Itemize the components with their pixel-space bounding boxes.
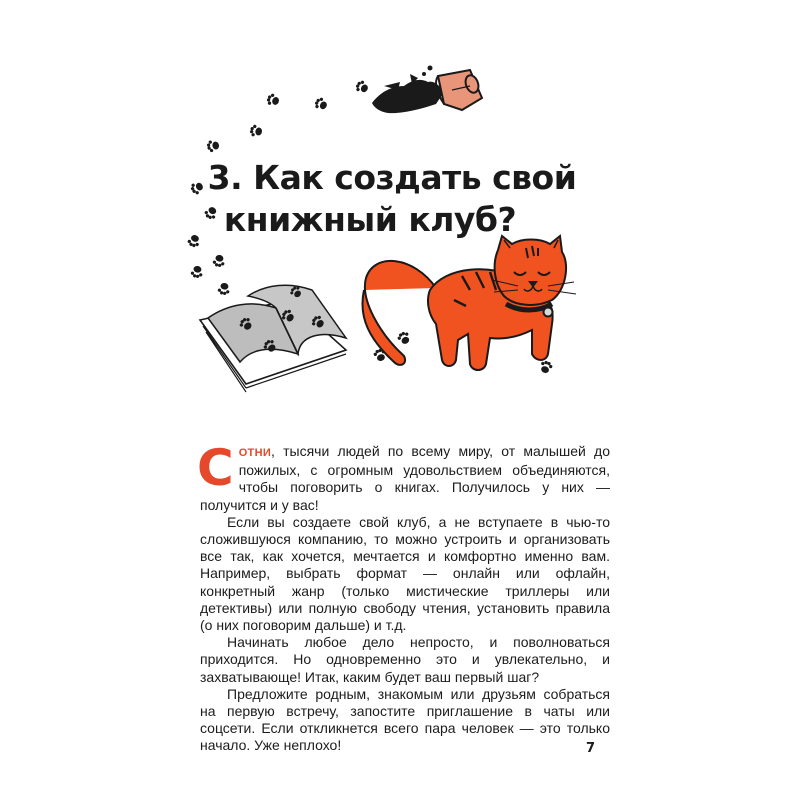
ink-pot-icon	[372, 66, 482, 114]
paragraph-4: Предложите родным, знакомым или друзьям собраться на первую встречу, запостите приглашение в чаты или соцсети. Если откликнется всего пара человек — это только начало. Уже неплохо!	[200, 685, 610, 754]
page-number: 7	[586, 741, 596, 756]
paragraph-3: Начинать любое дело непросто, и поволноваться приходится. Но одновременно это и увлекательно, и захватывающе! Итак, каким будет ваш первый шаг?	[200, 634, 610, 685]
lead-in: ОТНИ	[238, 447, 272, 459]
chapter-body	[197, 439, 610, 755]
paragraph-2: Если вы создаете свой клуб, а не вступаете в чью-то сложившуюся компанию, то можно устроить и организовать все так, как хочется, мечтается и комфортно именно вам. Например, выбрать формат — онлайн или офлайн, конкретный жанр (только мистические триллеры или детективы) или полную свободу чтения, установить правила (о них поговорим дальше) и т.д.	[200, 513, 610, 634]
paragraph-1	[197, 439, 610, 514]
open-book-icon	[200, 284, 346, 392]
chapter-title-line-2: книжный клуб?	[223, 200, 517, 239]
drop-cap: С	[197, 439, 234, 497]
paragraph-1-text: , тысячи людей по всему миру, от малышей до пожилых, с огромным удовольствием объединяются, чтобы поговорить о книгах. Получилось у них — получится и у вас!	[200, 443, 610, 513]
chapter-title-line-1: 3. Как создать свой	[207, 158, 577, 197]
orange-cat-illustration	[362, 236, 576, 370]
